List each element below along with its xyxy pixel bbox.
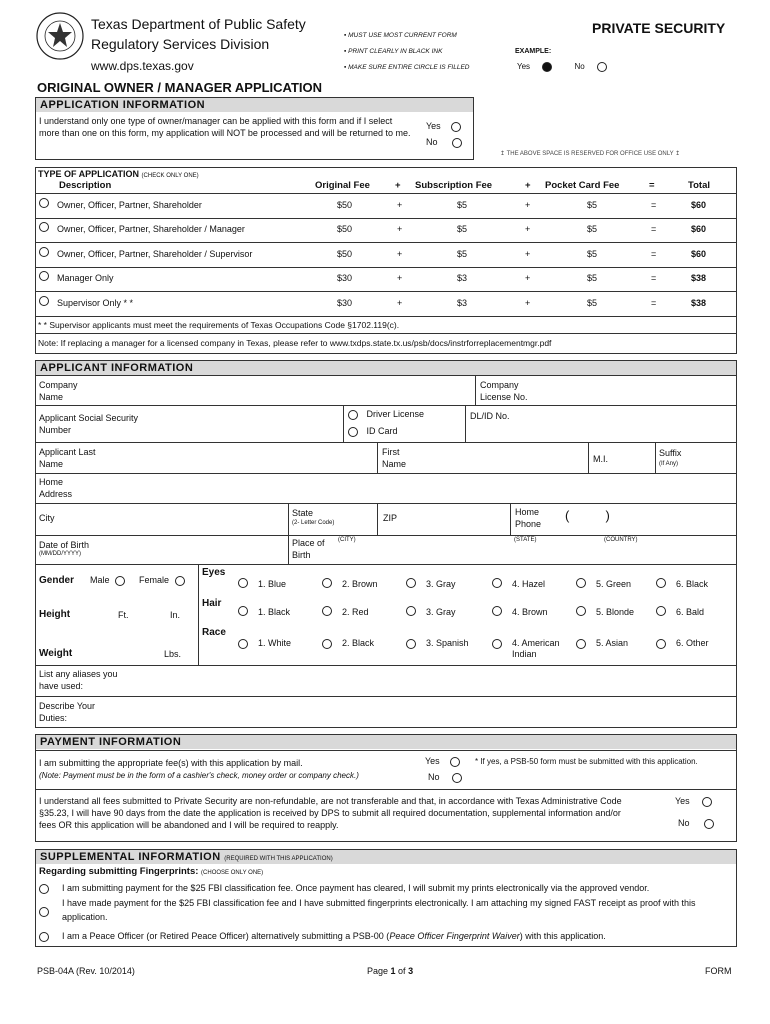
fingerprint-option1-radio[interactable] — [39, 884, 49, 894]
fee-row-description: Owner, Officer, Partner, Shareholder — [57, 200, 202, 210]
form-label: FORM — [705, 966, 732, 976]
eye-option-label: 4. Hazel — [512, 579, 546, 589]
eyes-label: Eyes — [202, 567, 226, 578]
type-header: TYPE OF APPLICATION — [38, 169, 140, 179]
weight-label: Weight — [39, 648, 73, 659]
example-empty-radio-icon — [597, 62, 607, 72]
race-option-label: 5. Asian — [596, 638, 629, 648]
pay-no-radio[interactable] — [452, 773, 462, 783]
fee-row-total: $60 — [691, 200, 707, 210]
state-input[interactable] — [330, 506, 375, 532]
fingerprint-option3-radio[interactable] — [39, 932, 49, 942]
male-label: Male — [90, 575, 110, 585]
waiver-title: Peace Officer Fingerprint Waiver — [389, 931, 520, 941]
home-phone-input[interactable]: ( ) — [565, 508, 610, 523]
fee-row-equals: = — [651, 200, 657, 210]
fee-row-plus-2: + — [525, 200, 531, 210]
app-yes-radio[interactable] — [451, 122, 461, 132]
duties-label: Describe Your Duties: — [39, 701, 96, 723]
hair-option-radio[interactable] — [492, 606, 502, 616]
suffix-label: Suffix — [659, 448, 682, 458]
race-option-radio[interactable] — [576, 639, 586, 649]
home-address-input[interactable] — [95, 476, 733, 502]
company-name-input[interactable] — [110, 378, 470, 403]
fee-row — [35, 292, 737, 316]
hair-option-label: 2. Red — [342, 607, 369, 617]
race-option — [576, 637, 654, 649]
company-license-label: Company License No. — [480, 380, 528, 402]
app-yes-label: Yes — [426, 121, 441, 131]
col-original-fee: Original Fee — [315, 180, 370, 191]
fee-row-subscription-fee: $3 — [457, 297, 468, 308]
company-license-input[interactable] — [555, 378, 733, 403]
mi-input[interactable] — [612, 445, 652, 471]
payment-header: PAYMENT INFORMATION — [36, 735, 736, 749]
suffix-if-any: (If Any) — [659, 461, 679, 467]
fee-row-plus-1: + — [397, 273, 403, 284]
state-note: (2- Letter Code) — [292, 520, 335, 526]
hair-option-label: 6. Bald — [676, 607, 705, 617]
note-current: ▪ MUST USE MOST CURRENT FORM — [344, 32, 457, 39]
dlid-input[interactable] — [515, 408, 733, 440]
last-name-input[interactable] — [100, 445, 370, 471]
refund-yes-radio[interactable] — [702, 797, 712, 807]
application-info-section — [35, 97, 474, 160]
note-print: ▪ PRINT CLEARLY IN BLACK INK — [344, 48, 443, 55]
fee-row-radio[interactable] — [39, 271, 49, 281]
choose-only-one: (CHOOSE ONLY ONE) — [201, 870, 264, 876]
fingerprints-label: Regarding submitting Fingerprints: — [39, 866, 199, 877]
eye-option-label: 3. Gray — [426, 579, 456, 589]
hair-label: Hair — [202, 598, 222, 609]
height-label: Height — [39, 609, 71, 620]
pob-city: (CITY) — [338, 537, 356, 543]
dob-format: (MM/DD/YYYY) — [39, 551, 81, 557]
driver-license-radio[interactable] — [348, 410, 358, 420]
ssn-input[interactable] — [150, 408, 340, 440]
female-label: Female — [139, 575, 170, 585]
hair-option-radio[interactable] — [238, 606, 248, 616]
fee-row-pocket-card-fee: $5 — [587, 273, 598, 284]
fee-row-plus-2: + — [525, 224, 531, 235]
eye-option-radio[interactable] — [322, 578, 332, 588]
payment-line1: I am submitting the appropriate fee(s) with this application by mail. — [39, 758, 303, 768]
zip-input[interactable] — [405, 506, 505, 532]
app-no-label: No — [426, 137, 438, 147]
fee-row-plus-2: + — [525, 248, 531, 259]
race-option — [492, 637, 570, 660]
fee-row-subscription-fee: $5 — [457, 248, 468, 259]
fingerprint-option3-tail: ) with this application. — [519, 931, 606, 941]
hair-option — [656, 604, 734, 618]
company-name-label: Company Name — [39, 380, 78, 402]
fee-row — [35, 194, 737, 218]
pay-no-label: No — [428, 772, 440, 782]
eye-option-label: 5. Green — [596, 579, 632, 589]
fee-row-description: Manager Only — [57, 273, 114, 284]
supplemental-header: SUPPLEMENTAL INFORMATION — [40, 851, 221, 863]
fee-row-pocket-card-fee: $5 — [587, 297, 598, 308]
pob-label: Place of Birth — [292, 538, 325, 560]
pay-yes-label: Yes — [425, 756, 440, 766]
col-plus-1: + — [395, 180, 401, 191]
supervisor-footnote: * * Supervisor applicants must meet the requirements of Texas Occupations Code §1702.119(c). — [38, 320, 400, 330]
example-no: No — [574, 62, 585, 72]
in-label: In. — [170, 610, 181, 620]
hair-option-label: 5. Blonde — [596, 607, 635, 617]
dps-url[interactable]: www.dps.texas.gov — [91, 59, 194, 73]
eye-option-radio[interactable] — [492, 578, 502, 588]
dob-label: Date of Birth — [39, 540, 90, 550]
fee-row-plus-1: + — [397, 200, 403, 210]
eye-option — [406, 576, 484, 590]
col-pocket-card-fee: Pocket Card Fee — [545, 180, 620, 191]
eye-option-radio[interactable] — [238, 578, 248, 588]
zip-label: ZIP — [383, 513, 398, 523]
app-no-radio[interactable] — [452, 138, 462, 148]
fee-row-description: Supervisor Only * * — [57, 297, 134, 308]
hair-option-label: 1. Black — [258, 607, 291, 617]
last-name-label: Applicant Last Name — [39, 447, 96, 469]
private-security-title: PRIVATE SECURITY — [592, 20, 726, 36]
hair-option-radio[interactable] — [406, 606, 416, 616]
refund-no-label: No — [678, 818, 690, 828]
first-name-label: First Name — [382, 447, 407, 469]
city-label: City — [39, 513, 55, 523]
eye-option — [322, 576, 400, 590]
mi-label: M.I. — [593, 454, 608, 464]
race-option — [656, 637, 734, 649]
hair-option — [492, 604, 570, 618]
note-fill: ▪ MAKE SURE ENTIRE CIRCLE IS FILLED — [344, 64, 470, 71]
page-indicator: Page 1 of 3 — [367, 966, 414, 976]
eye-option-radio[interactable] — [576, 578, 586, 588]
form-title: ORIGINAL OWNER / MANAGER APPLICATION — [37, 80, 323, 95]
race-option-label: 3. Spanish — [426, 638, 469, 648]
race-option-label: 2. Black — [342, 638, 375, 648]
hair-option — [322, 604, 400, 618]
dept-name: Texas Department of Public Safety — [91, 16, 306, 32]
eye-option-label: 6. Black — [676, 579, 709, 589]
race-option — [322, 637, 400, 649]
dob-input[interactable] — [110, 538, 285, 562]
eye-option — [492, 576, 570, 590]
hair-option — [238, 604, 316, 618]
hair-option-label: 4. Brown — [512, 607, 548, 617]
eye-option — [576, 576, 654, 590]
duties-input[interactable] — [115, 699, 733, 725]
refund-no-radio[interactable] — [704, 819, 714, 829]
pay-yes-radio[interactable] — [450, 757, 460, 767]
example-label: EXAMPLE: — [515, 48, 552, 55]
fee-row-pocket-card-fee: $5 — [587, 248, 598, 259]
eye-option-label: 1. Blue — [258, 579, 287, 589]
check-only-one: (CHECK ONLY ONE) — [141, 173, 199, 179]
hair-option-radio[interactable] — [656, 606, 666, 616]
division-name: Regulatory Services Division — [91, 36, 270, 52]
ft-label: Ft. — [118, 610, 129, 620]
fee-row-plus-2: + — [525, 297, 531, 308]
fee-row-original-fee: $30 — [337, 273, 353, 284]
id-card-label: ID Card — [366, 426, 398, 436]
race-option-radio[interactable] — [656, 639, 666, 649]
lbs-label: Lbs. — [164, 649, 182, 659]
hair-option-label: 3. Gray — [426, 607, 456, 617]
fee-row-description: Owner, Officer, Partner, Shareholder / Supervisor — [57, 248, 253, 259]
fee-row-pocket-card-fee: $5 — [587, 200, 598, 210]
fee-row-pocket-card-fee: $5 — [587, 224, 598, 235]
home-address-label: Home Address — [39, 477, 73, 499]
refund-yes-label: Yes — [675, 796, 690, 806]
application-info-text: I understand only one type of owner/manager can be applied with this form and if I select more than one on this form, my application will NOT be processed and will be returned to me. — [39, 116, 411, 138]
fee-row-original-fee: $30 — [337, 297, 353, 308]
refund-text: I understand all fees submitted to Private Security are non-refundable, are not transferable and that, in accordance with Texas Administrative Code §35.23, I will have 90 days from the date the application is received by DPS to submit all required documentation, supplemental information and/or fees OR this application will be abandoned and I will be required to reapply. — [39, 796, 622, 830]
race-option — [406, 637, 484, 649]
race-option-label: 4. American Indian — [512, 638, 560, 659]
city-input[interactable] — [60, 506, 285, 532]
fee-row-description: Owner, Officer, Partner, Shareholder / Manager — [57, 224, 245, 235]
col-subscription-fee: Subscription Fee — [415, 180, 493, 191]
fingerprint-option2-text: I have made payment for the $25 FBI classification fee and I have submitted fingerprints electronically. I am attaching my signed FAST receipt as proof with this application. — [62, 898, 696, 922]
fee-row-total: $60 — [691, 224, 707, 235]
home-phone-label: Home Phone — [515, 507, 542, 529]
eye-option — [656, 576, 734, 590]
hair-option — [576, 604, 654, 618]
replacement-note: Note: If replacing a manager for a licensed company in Texas, please refer to www.txdps.state.tx.us/psb/docs/instrforreplacementmgr.pdf — [38, 338, 552, 348]
fee-row-plus-1: + — [397, 297, 403, 308]
fee-row-plus-1: + — [397, 248, 403, 259]
fee-row-radio[interactable] — [39, 247, 49, 257]
male-radio[interactable] — [115, 576, 125, 586]
female-radio[interactable] — [175, 576, 185, 586]
fee-row-plus-2: + — [525, 273, 531, 284]
race-option-radio[interactable] — [492, 639, 502, 649]
fingerprint-option1-text: I am submitting payment for the $25 FBI classification fee. Once payment has cleared, I will submit my prints electronically via the approved vendor. — [62, 883, 650, 893]
fee-row-plus-1: + — [397, 224, 403, 235]
aliases-label: List any aliases you have used: — [39, 669, 118, 691]
fee-row-radio[interactable] — [39, 296, 49, 306]
fee-row — [35, 218, 737, 242]
race-option-radio[interactable] — [238, 639, 248, 649]
fee-row-total: $38 — [691, 273, 707, 284]
fingerprint-option3-text: I am a Peace Officer (or Retired Peace Officer) alternatively submitting a PSB-00 ( — [62, 931, 390, 941]
fee-row-original-fee: $50 — [337, 248, 353, 259]
col-description: Description — [59, 180, 112, 191]
ssn-label: Applicant Social Security Number — [39, 413, 139, 435]
race-option-radio[interactable] — [322, 639, 332, 649]
col-total: Total — [688, 180, 710, 191]
example-filled-radio-icon — [542, 62, 552, 72]
fee-row-radio[interactable] — [39, 198, 49, 208]
race-option — [238, 637, 316, 649]
hair-option-radio[interactable] — [576, 606, 586, 616]
fee-row-subscription-fee: $5 — [457, 200, 468, 210]
col-plus-2: + — [525, 180, 531, 191]
eye-option-radio[interactable] — [406, 578, 416, 588]
col-equals: = — [649, 180, 655, 191]
texas-dps-seal — [36, 12, 84, 60]
race-option-radio[interactable] — [406, 639, 416, 649]
fee-row — [35, 267, 737, 291]
aliases-input[interactable] — [125, 668, 733, 693]
example-yes: Yes — [517, 62, 531, 72]
form-id: PSB-04A (Rev. 10/2014) — [37, 966, 135, 976]
fee-row-total: $60 — [691, 248, 707, 259]
fee-row-equals: = — [651, 248, 657, 259]
fee-row-equals: = — [651, 297, 657, 308]
fee-row-original-fee: $50 — [337, 224, 353, 235]
hair-option-radio[interactable] — [322, 606, 332, 616]
eye-option — [238, 576, 316, 590]
fee-row-radio[interactable] — [39, 222, 49, 232]
eye-option-radio[interactable] — [656, 578, 666, 588]
supplemental-required: (REQUIRED WITH THIS APPLICATION) — [224, 856, 333, 862]
fee-row-equals: = — [651, 224, 657, 235]
pob-country: (COUNTRY) — [604, 537, 638, 543]
fee-row-subscription-fee: $5 — [457, 224, 468, 235]
gender-label: Gender — [39, 575, 75, 586]
pob-state: (STATE) — [514, 537, 537, 543]
psb50-note: * If yes, a PSB-50 form must be submitted with this application. — [475, 757, 698, 766]
race-option-label: 1. White — [258, 638, 292, 648]
dlid-label: DL/ID No. — [470, 411, 510, 421]
first-name-input[interactable] — [415, 445, 585, 471]
hair-option — [406, 604, 484, 618]
fee-row — [35, 243, 737, 267]
fingerprint-option2-radio[interactable] — [39, 907, 49, 917]
driver-license-label: Driver License — [366, 409, 425, 419]
race-label: Race — [202, 627, 226, 638]
application-info-header: APPLICATION INFORMATION — [36, 98, 473, 112]
race-option-label: 6. Other — [676, 638, 709, 648]
eye-option-label: 2. Brown — [342, 579, 378, 589]
fee-row-equals: = — [651, 273, 657, 284]
fee-row-original-fee: $50 — [337, 200, 353, 210]
state-label: State — [292, 508, 314, 518]
applicant-header: APPLICANT INFORMATION — [36, 361, 736, 375]
fee-row-subscription-fee: $3 — [457, 273, 468, 284]
id-card-radio[interactable] — [348, 427, 358, 437]
fee-row-total: $38 — [691, 297, 707, 308]
office-use-note: ↥ THE ABOVE SPACE IS RESERVED FOR OFFICE USE ONLY ↥ — [500, 151, 681, 157]
payment-line2: (Note: Payment must be in the form of a cashier's check, money order or company check.) — [39, 771, 359, 780]
